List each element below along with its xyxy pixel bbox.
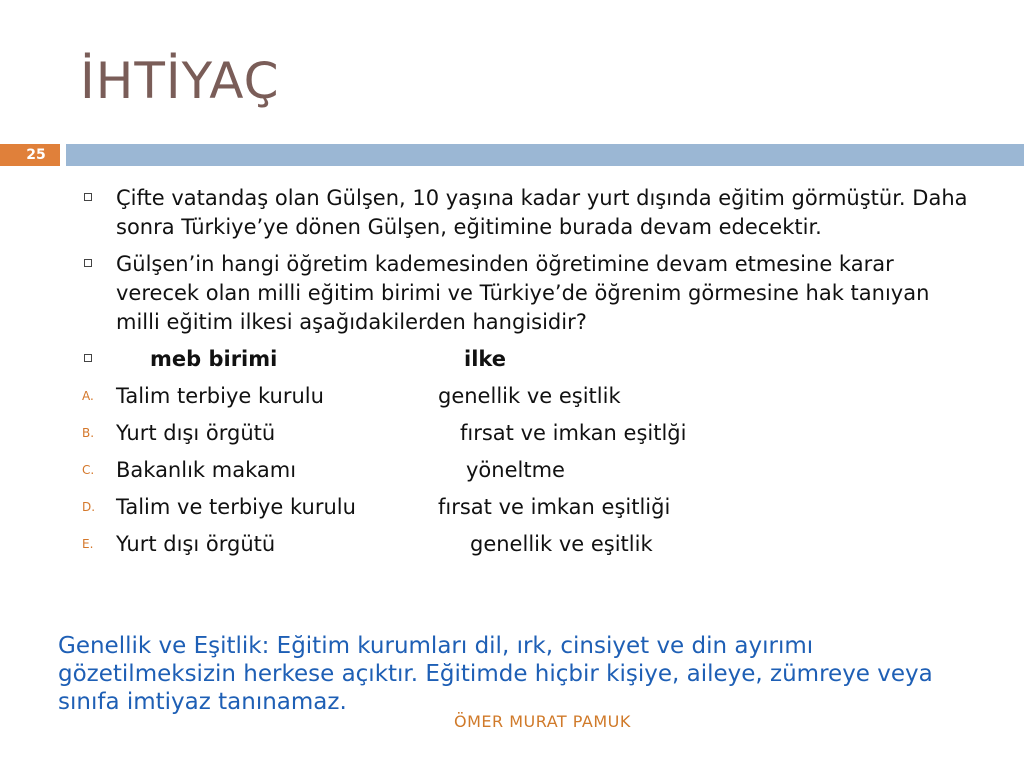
option-letter: B. [82, 426, 95, 440]
option-unit: Yurt dışı örgütü [116, 532, 276, 556]
column-header-unit: meb birimi [150, 347, 278, 371]
option-principle: fırsat ve imkan eşitlği [460, 421, 687, 445]
option-unit: Talim ve terbiye kurulu [116, 495, 356, 519]
option-principle: fırsat ve imkan eşitliği [438, 495, 671, 519]
explanation-text: Genellik ve Eşitlik: Eğitim kurumları dil, ırk, cinsiyet ve din ayırımı gözetilmeksizin herkese açıktır. Eğitimde hiçbir kişiye, aileye, zümreye veya sınıfa imtiyaz tanınamaz. [58, 633, 933, 715]
option-item [78, 456, 978, 485]
option-unit: Talim terbiye kurulu [116, 384, 324, 408]
slide-title: İHTİYAÇ [80, 52, 280, 110]
bullet-item [78, 250, 978, 337]
square-bullet-icon [84, 259, 92, 267]
option-item [78, 530, 978, 559]
slide-number-badge: 25 [12, 144, 60, 166]
option-principle: genellik ve eşitlik [470, 532, 653, 556]
slide-content [78, 184, 978, 567]
option-item [78, 493, 978, 522]
square-bullet-icon [84, 354, 92, 362]
option-unit: Bakanlık makamı [116, 458, 297, 482]
option-unit: Yurt dışı örgütü [116, 421, 276, 445]
option-letter: D. [82, 500, 96, 514]
column-header-row [78, 345, 978, 374]
bullet-text: Çifte vatandaş olan Gülşen, 10 yaşına kadar yurt dışında eğitim görmüştür. Daha sonra Türkiye’ye dönen Gülşen, eğitimine burada devam edecektir. [116, 186, 968, 239]
rule-right-segment [66, 144, 1024, 166]
option-letter: A. [82, 389, 94, 403]
bullet-text: Gülşen’in hangi öğretim kademesinden öğretimine devam etmesine karar verecek olan milli eğitim birimi ve Türkiye’de öğrenim görmesine hak tanıyan milli eğitim ilkesi aşağıdakilerden hangisidir? [116, 252, 930, 334]
bullet-item [78, 184, 978, 242]
square-bullet-icon [84, 193, 92, 201]
option-letter: C. [82, 463, 95, 477]
option-item [78, 419, 978, 448]
title-rule [0, 144, 1024, 166]
footer-author: ÖMER MURAT PAMUK [454, 712, 631, 731]
column-header-principle: ilke [464, 347, 507, 371]
rule-left-segment [0, 144, 12, 166]
option-item [78, 382, 978, 411]
option-letter: E. [82, 537, 94, 551]
option-principle: yöneltme [466, 458, 565, 482]
option-principle: genellik ve eşitlik [438, 384, 621, 408]
